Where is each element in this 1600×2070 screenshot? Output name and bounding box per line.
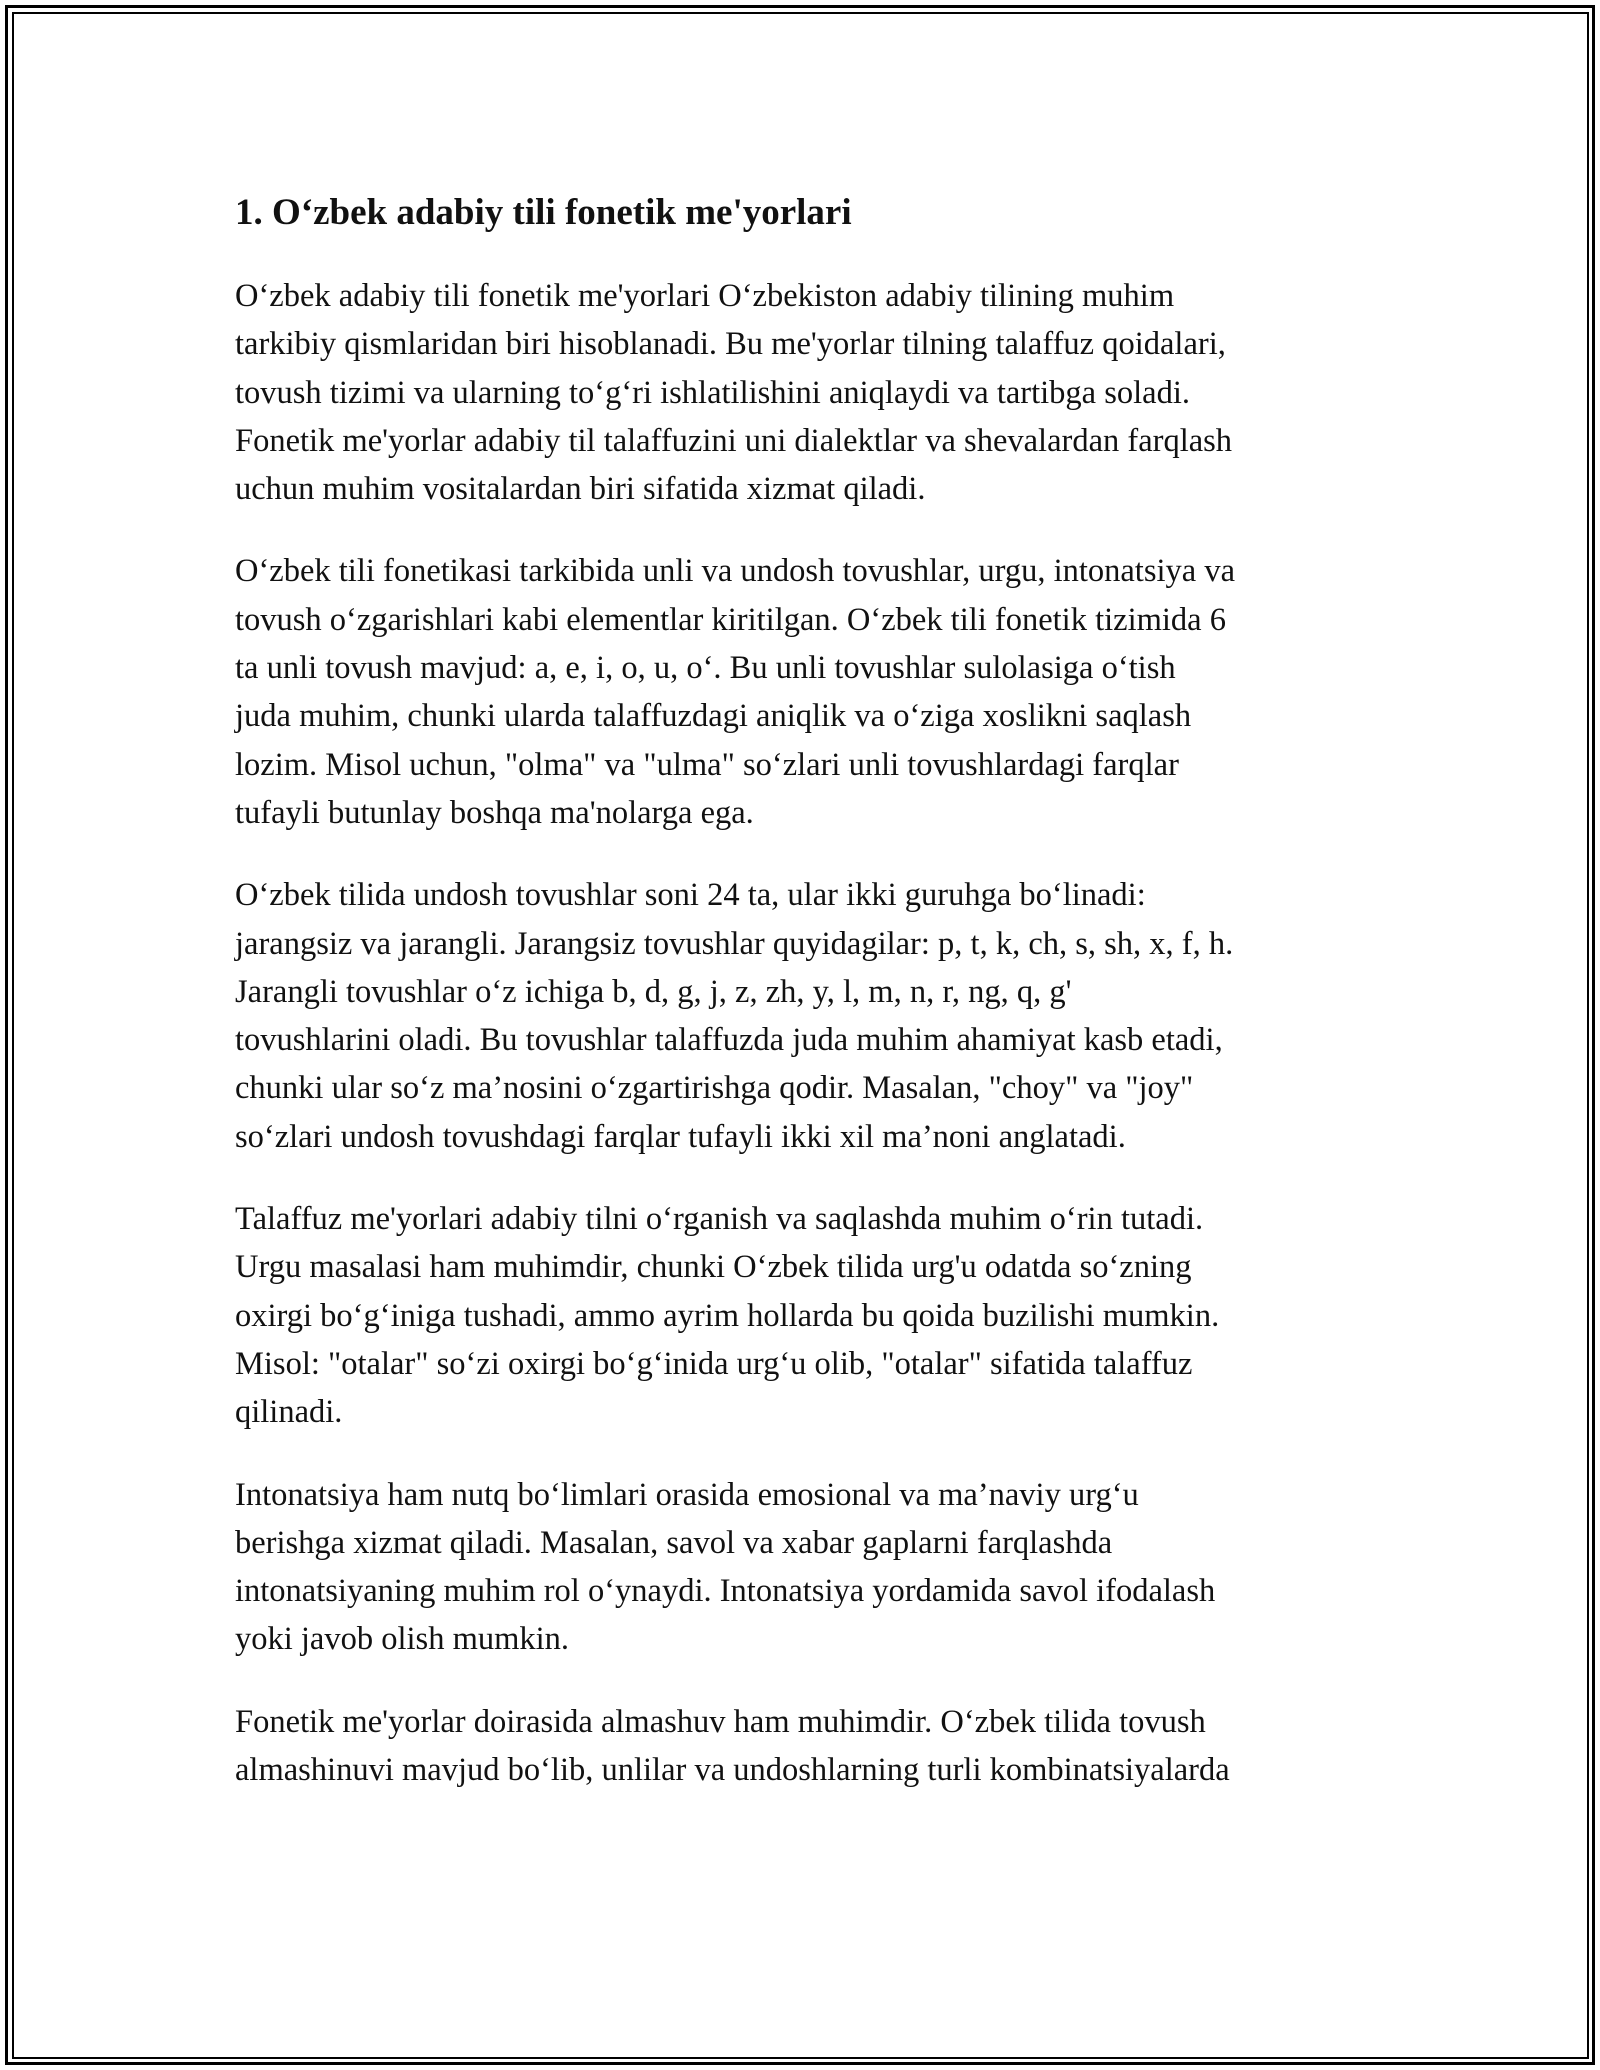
paragraph-phonetic-norms-intro: O‘zbek adabiy tili fonetik me'yorlari O‘zbekiston adabiy tilining muhim tarkibiy qismlaridan biri hisoblanadi. Bu me'yorlar tilning talaffuz qoidalari, tovush tizimi va ularning to‘g‘ri ishlatilishini aniqlaydi va tartibga soladi. Fonetik me'yorlar adabiy til talaffuzini uni dialektlar va shevalardan farqlash uchun muhim vositalardan biri sifatida xizmat qiladi. [235,278,1233,508]
paragraph-alternation: Fonetik me'yorlar doirasida almashuv ham muhimdir. O‘zbek tilida tovush almashinuvi mavjud bo‘lib, unlilar va undoshlarning turli kombinatsiyalarda [235,1703,1230,1789]
paragraph-vowels: O‘zbek tili fonetikasi tarkibida unli va undosh tovushlar, urgu, intonatsiya va tovush o‘zgarishlari kabi elementlar kiritilgan. O‘zbek tili fonetik tizimida 6 ta unli tovush mavjud: a, e, i, o, u, o‘. Bu unli tovushlar sulolasiga o‘tish juda muhim, chunki ularda talaffuzdagi aniqlik va o‘ziga xoslikni saqlash lozim. Misol uchun, "olma" va "ulma" so‘zlari unli tovushlardagi farqlar tufayli butunlay boshqa ma'nolarga ega. [235,553,1235,831]
paragraph-consonants: O‘zbek tilida undosh tovushlar soni 24 ta, ular ikki guruhga bo‘linadi: jarangsiz va jarangli. Jarangsiz tovushlar quyidagilar: p, t, k, ch, s, sh, x, f, h. Jarangli tovushlar o‘z ichiga b, d, g, j, z, zh, y, l, m, n, r, ng, q, g' tovushlarini oladi. Bu tovushlar talaffuzda juda muhim ahamiyat kasb etadi, chunki ular so‘z ma’nosini o‘zgartirishga qodir. Masalan, "choy" va "joy" so‘zlari undosh tovushdagi farqlar tufayli ikki xil ma’noni anglatadi. [235,877,1234,1155]
document-body [235,186,1375,1828]
paragraph-stress: Talaffuz me'yorlari adabiy tilni o‘rganish va saqlashda muhim o‘rin tutadi. Urgu masalasi ham muhimdir, chunki O‘zbek tilida urg'u odatda so‘zning oxirgi bo‘g‘iniga tushadi, ammo ayrim hollarda bu qoida buzilishi mumkin. Misol: "otalar" so‘zi oxirgi bo‘g‘inida urg‘u olib, "otalar" sifatida talaffuz qilinadi. [235,1201,1220,1431]
paragraph-intonation: Intonatsiya ham nutq bo‘limlari orasida emosional va ma’naviy urg‘u berishga xizmat qiladi. Masalan, savol va xabar gaplarni farqlashda intonatsiyaning muhim rol o‘ynaydi. Intonatsiya yordamida savol ifodalash yoki javob olish mumkin. [235,1476,1216,1658]
section-heading: 1. O‘zbek adabiy tili fonetik me'yorlari [235,192,852,233]
